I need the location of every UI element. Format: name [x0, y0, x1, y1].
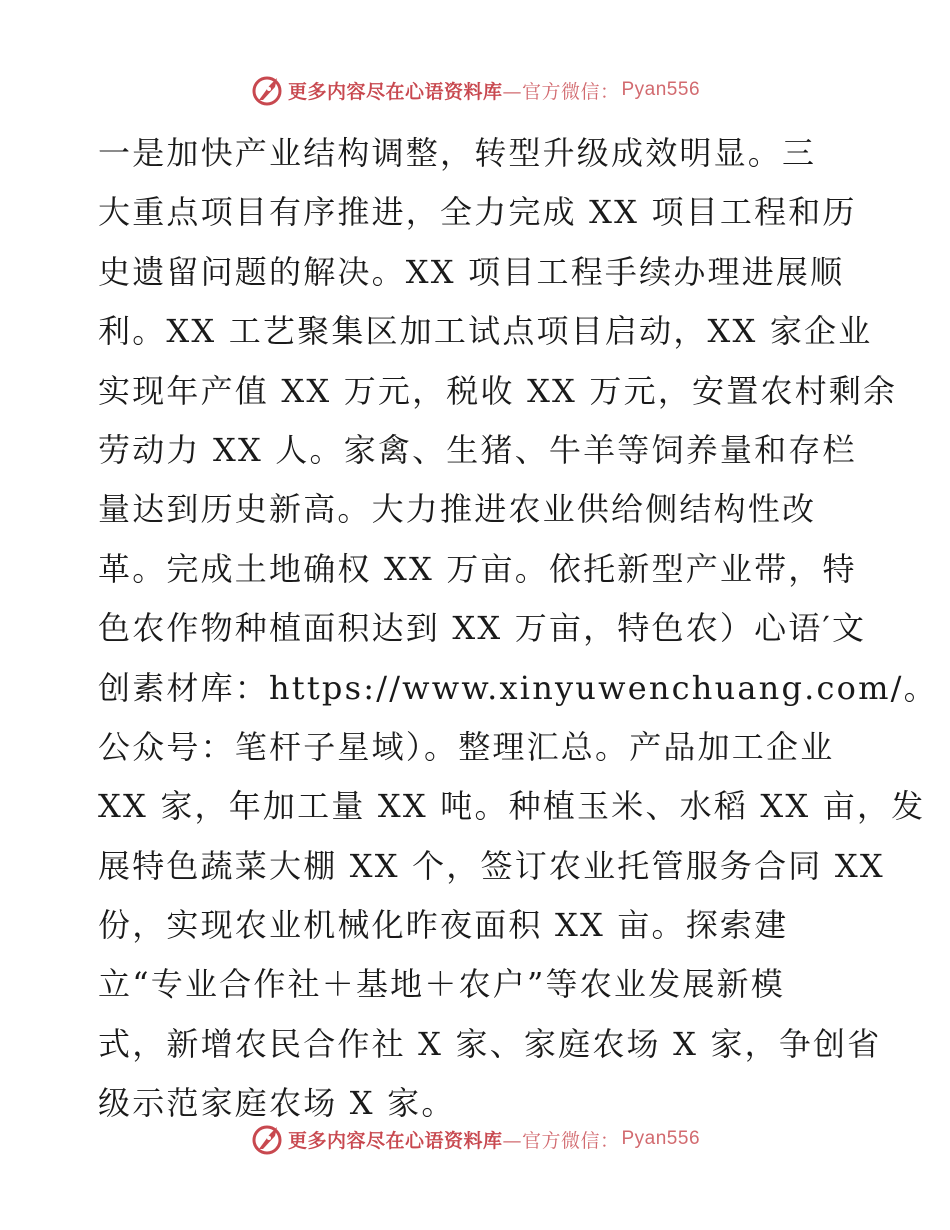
banner-rest-text: —官方微信：: [502, 1129, 620, 1152]
text-line: 展特色蔬菜大棚 XX 个，签订农业托管服务合同 XX: [98, 846, 885, 885]
text-line: 革。完成土地确权 XX 万亩。依托新型产业带，特: [98, 549, 857, 588]
banner-lead-text: 更多内容尽在心语资料库: [287, 1129, 503, 1152]
text-line: 公众号：笔杆子星域）。整理汇总。产品加工企业: [98, 727, 835, 766]
header-watermark-banner: [0, 70, 950, 110]
banner-brand-text: Pyan556: [621, 1128, 701, 1149]
text-line: 立“专业合作社＋基地＋农户”等农业发展新模: [98, 965, 785, 1004]
banner-brand-text: Pyan556: [621, 79, 701, 100]
text-line: 史遗留问题的解决。XX 项目工程手续办理进展顺: [98, 252, 845, 291]
text-line: 级示范家庭农场 X 家。: [98, 1084, 456, 1123]
text-line: 一是加快产业结构调整，转型升级成效明显。三: [98, 134, 817, 172]
text-line: 份，实现农业机械化昨夜面积 XX 亩。探索建: [98, 906, 789, 945]
footer-watermark-banner: [0, 1119, 950, 1159]
text-line: 实现年产值 XX 万元，税收 XX 万元，安置农村剩余: [98, 371, 898, 410]
text-line: 式，新增农民合作社 X 家、家庭农场 X 家，争创省: [98, 1024, 882, 1063]
banner-lead-text: 更多内容尽在心语资料库: [287, 80, 503, 103]
pen-nib-logo-icon: [250, 1122, 284, 1156]
text-line: 大重点项目有序推进，全力完成 XX 项目工程和历: [98, 193, 857, 232]
text-line: 利。XX 工艺聚集区加工试点项目启动，XX 家企业: [98, 312, 873, 351]
text-line: 创素材库：https://www.xinyuwenchuang.com/。: [98, 668, 938, 707]
pen-nib-logo-icon: [250, 73, 284, 107]
text-line: 色农作物种植面积达到 XX 万亩，特色农）心语′文: [98, 609, 867, 648]
text-line: 量达到历史新高。大力推进农业供给侧结构性改: [98, 490, 817, 529]
banner-rest-text: —官方微信：: [502, 80, 620, 103]
body-paragraph: [98, 124, 938, 1134]
text-line: 劳动力 XX 人。家禽、生猪、牛羊等饲养量和存栏: [98, 430, 857, 469]
text-line: XX 家，年加工量 XX 吨。种植玉米、水稻 XX 亩，发: [98, 787, 926, 826]
